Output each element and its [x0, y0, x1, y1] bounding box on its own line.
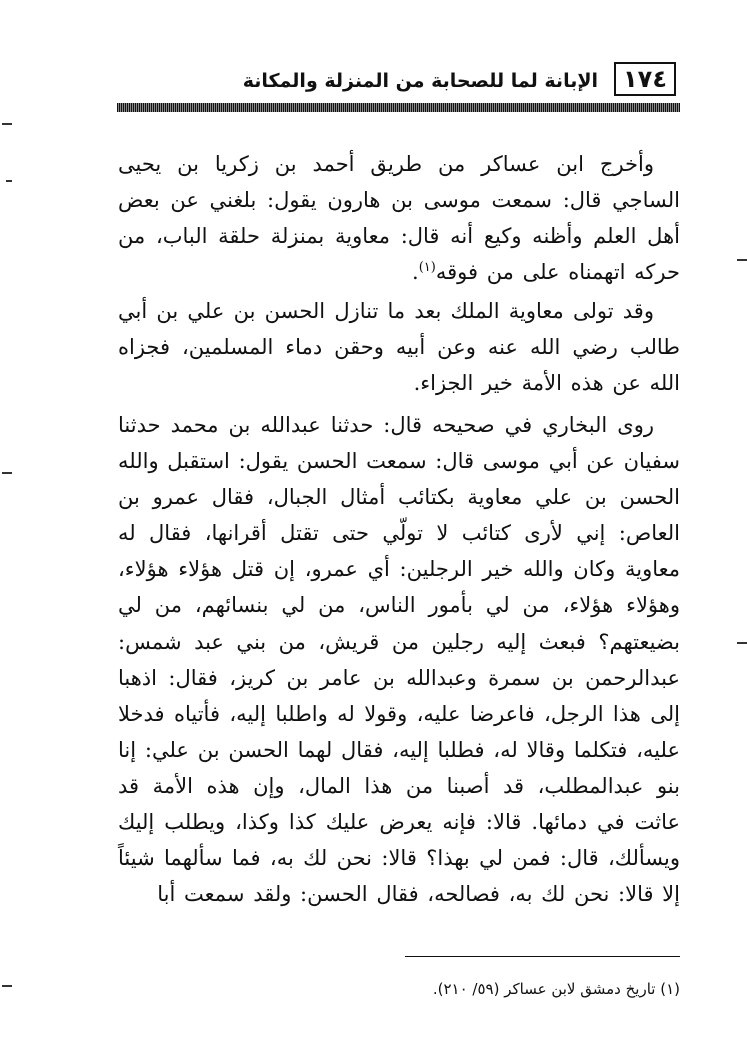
scan-margin-mark [2, 123, 12, 125]
paragraph-text: روى البخاري في صحيحه قال: حدثنا عبدالله بن محمد حدثنا سفيان عن أبي موسى قال: سمعت الحسن يقول: استقبل والله الحسن بن علي معاوية بكتائب أمثال الجبال، فقال عمرو بن العاص: إني لأرى كتائب لا تولّي حتى تقتل أقرانها، فقال له معاوية وكان والله خير الرجلين: أي عمرو، إن قتل هؤلاء هؤلاء، وهؤلاء هؤلاء، من لي بأمور الناس، من لي بنسائهم، من لي بضيعتهم؟ فبعث إليه رجلين من قريش، من بني عبد شمس: عبدالرحمن بن سمرة وعبدالله بن عامر بن كريز، فقال: اذهبا إلى هذا الرجل، فاعرضا عليه، وقولا له واطلبا إليه، فأتياه فدخلا عليه، فتكلما وقالا له، فطلبا إليه، فقال لهما الحسن بن علي: إنا بنو عبدالمطلب، قد أصبنا من هذا المال، وإن هذه الأمة قد عاثت في دمائها. قالا: فإنه يعرض عليك كذا وكذا، ويطلب إليك ويسألك، قال: فمن لي بهذا؟ قالا: نحن لك به، فما سألهما شيئاً إلا قالا: نحن لك به، فصالحه، فقال الحسن: ولقد سمعت أبا [118, 413, 680, 907]
footnote-reference: (١) [418, 260, 436, 276]
paragraph-text: وقد تولى معاوية الملك بعد ما تنازل الحسن بن علي بن أبي طالب رضي الله عنه وعن أبيه وحقن دماء المسلمين، فجزاه الله عن هذه الأمة خير الجزاء. [118, 299, 680, 396]
footnote: (١) تاريخ دمشق لابن عساكر (٥٩/ ٢١٠). [432, 980, 680, 998]
scan-margin-mark [2, 472, 12, 474]
page-number-box [614, 62, 676, 96]
scan-margin-mark [737, 259, 747, 261]
page-number: ١٧٤ [623, 65, 667, 93]
scan-margin-mark [737, 642, 747, 644]
running-title: الإبانة لما للصحابة من المنزلة والمكانة [242, 70, 598, 92]
scan-margin-mark [6, 180, 12, 182]
header-rule [117, 103, 680, 112]
scan-margin-mark [2, 985, 12, 987]
paragraph [118, 407, 680, 937]
paragraph-text: وأخرج ابن عساكر من طريق أحمد بن زكريا بن يحيى الساجي قال: سمعت موسى بن هارون يقول: بلغني عن بعض أهل العلم وأظنه وكيع أنه قال: معاوية بمنزلة حلقة الباب، من حركه اتهمناه على من فوقه [118, 152, 680, 285]
footnote-separator [405, 956, 680, 957]
paragraph-end-mark: . [412, 260, 419, 285]
paragraph [118, 146, 680, 292]
paragraph [118, 293, 680, 405]
